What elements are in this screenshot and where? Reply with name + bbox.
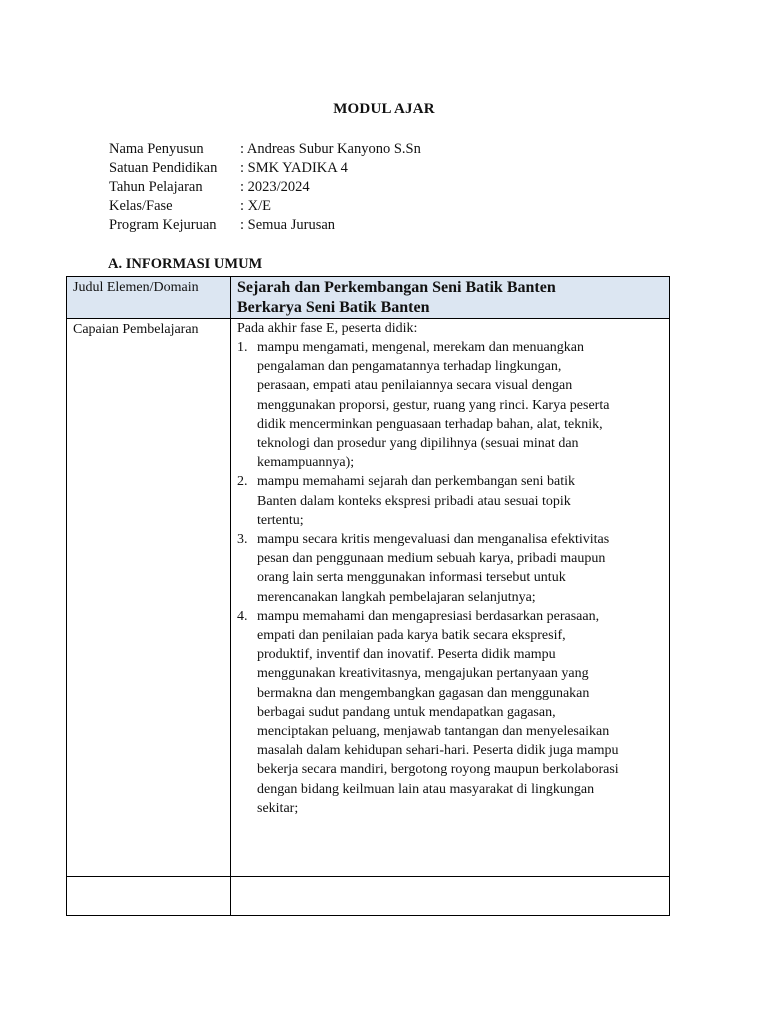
domain-label: Judul Elemen/Domain [73,280,199,295]
list-item-line: didik mencerminkan penguasaan terhadap bahan, alat, teknik, [257,416,603,432]
list-item-text [257,472,575,530]
list-item-text [257,338,609,472]
list-item-number: 1. [237,340,248,355]
table-cell-label [67,319,231,877]
list-item [231,607,661,818]
table-row-empty [67,877,670,916]
list-item-line: menciptakan peluang, menjawab tantangan dan menyelesaikan [257,724,610,740]
list-item-line: berbagai sudut pandang untuk mendapatkan gagasan, [257,704,556,720]
list-item-line: mampu memahami sejarah dan perkembangan seni batik [257,474,576,490]
list-item [231,472,661,530]
meta-value: : SMK YADIKA 4 [240,160,348,176]
list-item-line: bermakna dan mengembangkan gagasan dan menggunakan [257,685,590,701]
list-item-line: mampu mengamati, mengenal, merekam dan menuangkan [257,340,584,355]
identity-block [109,140,421,235]
table-cell-empty [67,877,231,916]
list-item-text [257,607,619,818]
meta-value: : X/E [240,198,272,214]
list-item [231,338,661,472]
info-table [66,276,670,916]
list-item-line: produktif, inventif dan inovatif. Peserta didik mampu [257,647,556,663]
list-item-line: menggunakan proporsi, gestur, ruang yang rinci. Karya peserta [257,397,610,413]
list-item-line: tertentu; [257,512,304,528]
meta-row-program [109,216,421,235]
list-item-line: perasaan, empati atau penilaiannya secara visual dengan [257,378,573,394]
list-item-number: 2. [237,474,248,490]
list-item-line: teknologi dan prosedur yang dipilihnya (sesuai minat dan [257,436,579,452]
meta-label: Program Kejuruan [109,217,217,233]
document-title: MODUL AJAR [333,101,435,117]
list-item-line: bekerja secara mandiri, bergotong royong maupun berkolaborasi [257,762,619,778]
section-heading: A. INFORMASI UMUM [108,256,263,272]
outcomes-list [231,338,669,818]
list-item-line: mampu memahami dan mengapresiasi berdasarkan perasaan, [257,608,600,624]
domain-title-line-2: Berkarya Seni Batik Banten [237,299,430,316]
meta-label: Nama Penyusun [109,141,204,157]
outcomes-intro: Pada akhir fase E, peserta didik: [237,321,418,336]
list-item-line: pengalaman dan pengamatannya terhadap lingkungan, [257,359,562,375]
list-item-line: mampu secara kritis mengevaluasi dan menganalisa efektivitas [257,532,610,548]
domain-title-line-1: Sejarah dan Perkembangan Seni Batik Banten [237,279,556,296]
list-item [231,530,661,607]
table-cell-value [231,277,670,319]
list-item-line: dengan bidang keilmuan lain atau masyarakat di lingkungan [257,781,595,797]
table-cell-label [67,277,231,319]
meta-label: Satuan Pendidikan [109,160,218,176]
list-item-line: Banten dalam konteks ekspresi pribadi atau sesuai topik [257,493,571,509]
table-row-learning-outcomes [67,319,670,877]
list-item-line: menggunakan kreativitasnya, mengajukan pertanyaan yang [257,666,589,682]
meta-row-author [109,140,421,159]
list-item-line: masalah dalam kehidupan sehari-hari. Peserta didik juga mampu [257,743,619,759]
list-item-number: 3. [237,532,248,548]
list-item-line: sekitar; [257,800,299,816]
table-row-domain [67,277,670,319]
list-item-line: merencanakan langkah pembelajaran selanjutnya; [257,589,536,605]
outcomes-label: Capaian Pembelajaran [73,322,199,337]
meta-row-class [109,197,421,216]
meta-label: Kelas/Fase [109,198,173,214]
list-item-line: empati dan penilaian pada karya batik secara ekspresif, [257,628,566,644]
list-item-text [257,530,609,607]
meta-row-year [109,178,421,197]
table-cell-empty [231,877,670,916]
list-item-line: kemampuannya); [257,455,355,471]
meta-label: Tahun Pelajaran [109,179,203,195]
meta-value: : Semua Jurusan [240,217,336,233]
meta-value: : Andreas Subur Kanyono S.Sn [240,141,421,157]
table-cell-value [231,319,670,877]
meta-row-school [109,159,421,178]
list-item-line: pesan dan penggunaan medium sebuah karya, pribadi maupun [257,551,606,567]
domain-title [231,277,669,318]
meta-value: : 2023/2024 [240,179,310,195]
list-item-number: 4. [237,608,248,624]
list-item-line: orang lain serta menggunakan informasi tersebut untuk [257,570,566,586]
